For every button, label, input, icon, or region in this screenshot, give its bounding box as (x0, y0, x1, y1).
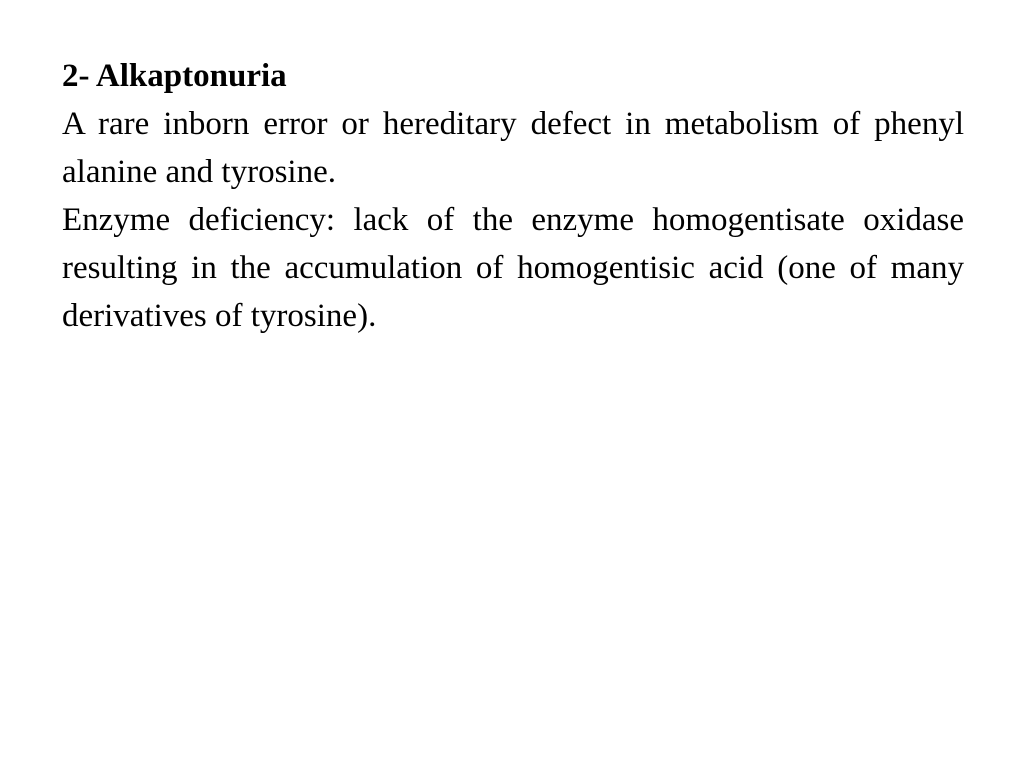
paragraph-definition: A rare inborn error or hereditary defect in metabolism of phenyl alanine and tyrosine. (62, 106, 964, 190)
slide-heading: 2- Alkaptonuria (62, 58, 287, 94)
slide-content (62, 52, 964, 340)
paragraph-enzyme-deficiency: Enzyme deficiency: lack of the enzyme homogentisate oxidase resulting in the accumulation of homogentisic acid (one of many derivatives of tyrosine). (62, 202, 964, 334)
